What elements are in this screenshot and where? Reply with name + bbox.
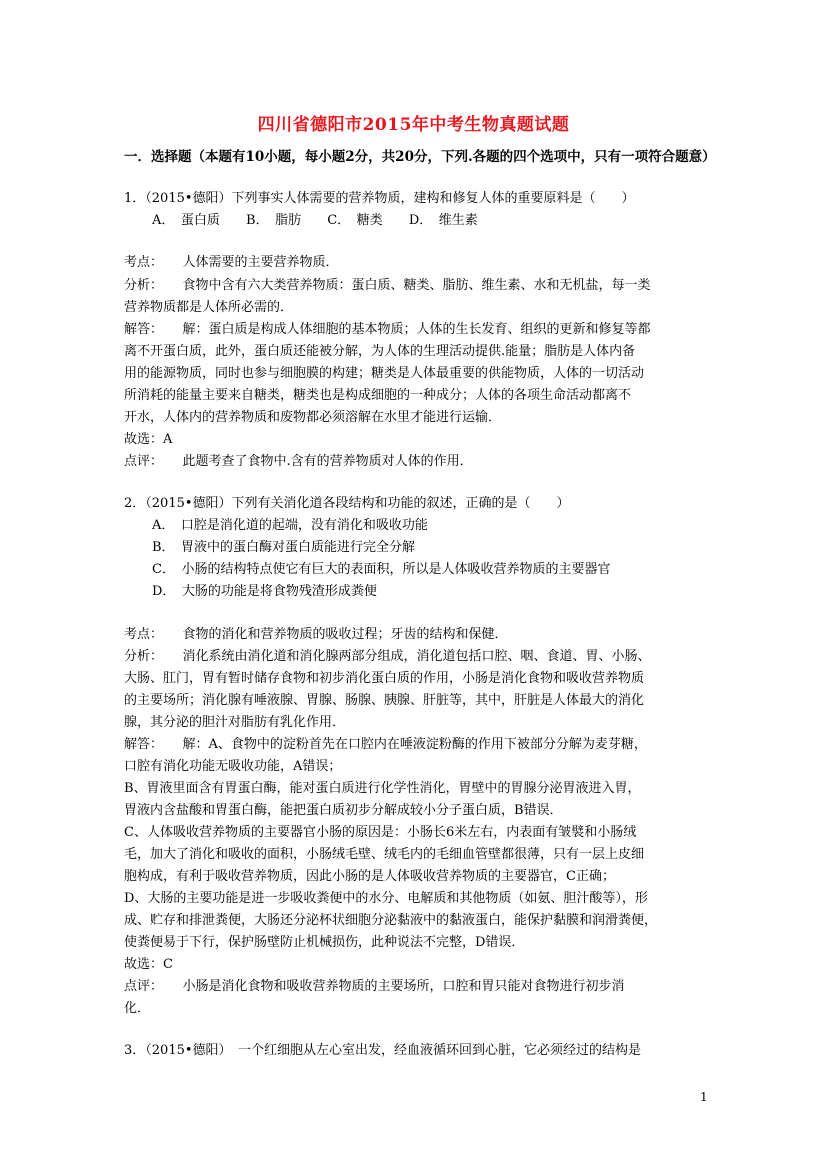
q2-analysis-4: 腺，其分泌的胆汁对脂肪有乳化作用． xyxy=(124,715,346,730)
q1-answer-2: 离不开蛋白质，此外，蛋白质还能被分解，为人体的生理活动提供.能量；脂肪是人体内备 xyxy=(124,344,636,359)
question-3-stem: 3．（2015•德阳） 一个红细胞从左心室出发，经血液循环回到心脏，它必须经过的结构是 xyxy=(124,1043,642,1058)
q1-comment: 点评： 此题考查了食物中.含有的营养物质对人体的作用． xyxy=(124,454,473,469)
question-1-stem: 1．（2015•德阳）下列事实人体需要的营养物质，建构和修复人体的重要原料是（ ） xyxy=(124,191,635,206)
q2-answer-4: 胃液内含盐酸和胃蛋白酶，能把蛋白质初步分解成较小分子蛋白质，B错误． xyxy=(124,803,563,818)
page-title: 四川省德阳市2015年中考生物真题试题 xyxy=(257,115,570,135)
q2-option-c: C． 小肠的结构特点使它有巨大的表面积，所以是人体吸收营养物质的主要器官 xyxy=(152,562,611,577)
q1-kaodian: 考点： 人体需要的主要营养物质． xyxy=(124,255,339,270)
q2-option-b: B． 胃液中的蛋白酶对蛋白质能进行完全分解 xyxy=(152,540,416,555)
q2-kaodian: 考点： 食物的消化和营养物质的吸收过程；牙齿的结构和保健． xyxy=(124,627,508,642)
q2-answer-8: D、大肠的主要功能是进一步吸收粪便中的水分、电解质和其他物质（如氨、胆汁酸等），形 xyxy=(124,891,648,906)
q2-answer-10: 使粪便易于下行，保护肠壁防止机械损伤，此种说法不完整，D错误． xyxy=(124,935,525,950)
q1-choice: 故选：A xyxy=(124,432,173,447)
q2-option-d: D． 大肠的功能是将食物残渣形成粪便 xyxy=(152,584,377,599)
q2-answer-9: 成、贮存和排泄粪便，大肠还分泌杯状细胞分泌黏液中的黏液蛋白，能保护黏膜和润滑粪便， xyxy=(124,913,658,928)
q2-option-a: A． 口腔是消化道的起端，没有消化和吸收功能 xyxy=(152,518,428,533)
q2-answer-3: B、胃液里面含有胃蛋白酶，能对蛋白质进行化学性消化，胃壁中的胃腺分泌胃液进入胃， xyxy=(124,781,641,796)
section-heading: 一．选择题（本题有10小题，每小题2分，共20分，下列.各题的四个选项中，只有一项符合题意） xyxy=(124,149,716,165)
q1-answer-4: 所消耗的能量主要来自糖类，糖类也是构成细胞的一种成分；人体的各项生命活动都离不 xyxy=(124,388,632,403)
q2-answer-6: 毛，加大了消化和吸收的面积，小肠绒毛壁、绒毛内的毛细血管壁都很薄，只有一层上皮细 xyxy=(124,847,645,862)
q1-analysis-2: 营养物质都是人体所必需的． xyxy=(124,300,294,315)
q1-answer-5: 开水，人体内的营养物质和废物都必须溶解在水里才能进行运输． xyxy=(124,410,502,425)
q1-option-b: B． 脂肪 xyxy=(246,213,302,228)
question-1-options xyxy=(152,210,500,231)
page-number: 1 xyxy=(700,1090,708,1104)
question-2-stem: 2．（2015•德阳）下列有关消化道各段结构和功能的叙述，正确的是（ ） xyxy=(124,496,570,511)
q2-answer-7: 胞构成，有利于吸收营养物质，因此小肠的是人体吸收营养物质的主要器官，C正确； xyxy=(124,869,615,884)
q1-analysis-1: 分析： 食物中含有六大类营养物质：蛋白质、糖类、脂肪、维生素、水和无机盐，每一类 xyxy=(124,278,651,293)
q2-choice: 故选：C xyxy=(124,957,173,972)
q2-comment-1: 点评： 小肠是消化食物和吸收营养物质的主要场所，口腔和胃只能对食物进行初步消 xyxy=(124,979,625,994)
q2-comment-2: 化． xyxy=(124,1001,151,1016)
q2-analysis-2: 大肠、肛门，胃有暂时储存食物和初步消化蛋白质的作用，小肠是消化食物和吸收营养物质 xyxy=(124,671,645,686)
q1-option-a: A． 蛋白质 xyxy=(152,213,220,228)
q1-option-c: C． 糖类 xyxy=(327,213,383,228)
q2-analysis-1: 分析： 消化系统由消化道和消化腺两部分组成，消化道包括口腔、咽、食道、胃、小肠、 xyxy=(124,649,651,664)
q2-answer-1: 解答： 解：A、食物中的淀粉首先在口腔内在唾液淀粉酶的作用下被部分分解为麦芽糖， xyxy=(124,737,647,752)
q1-answer-3: 用的能源物质，同时也参与细胞膜的构建；糖类是人体最重要的供能物质，人体的一切活动 xyxy=(124,366,645,381)
q2-analysis-3: 的主要场所；消化腺有唾液腺、胃腺、肠腺、胰腺、肝脏等，其中，肝脏是人体最大的消化 xyxy=(124,693,645,708)
q2-answer-2: 口腔有消化功能无吸收功能，A错误； xyxy=(124,759,342,774)
q2-answer-5: C、人体吸收营养物质的主要器官小肠的原因是：小肠长6米左右，内表面有皱襞和小肠绒 xyxy=(124,825,637,840)
q1-option-d: D． 维生素 xyxy=(408,213,478,228)
q1-answer-1: 解答： 解：蛋白质是构成人体细胞的基本物质；人体的生长发育、组织的更新和修复等都 xyxy=(124,322,651,337)
